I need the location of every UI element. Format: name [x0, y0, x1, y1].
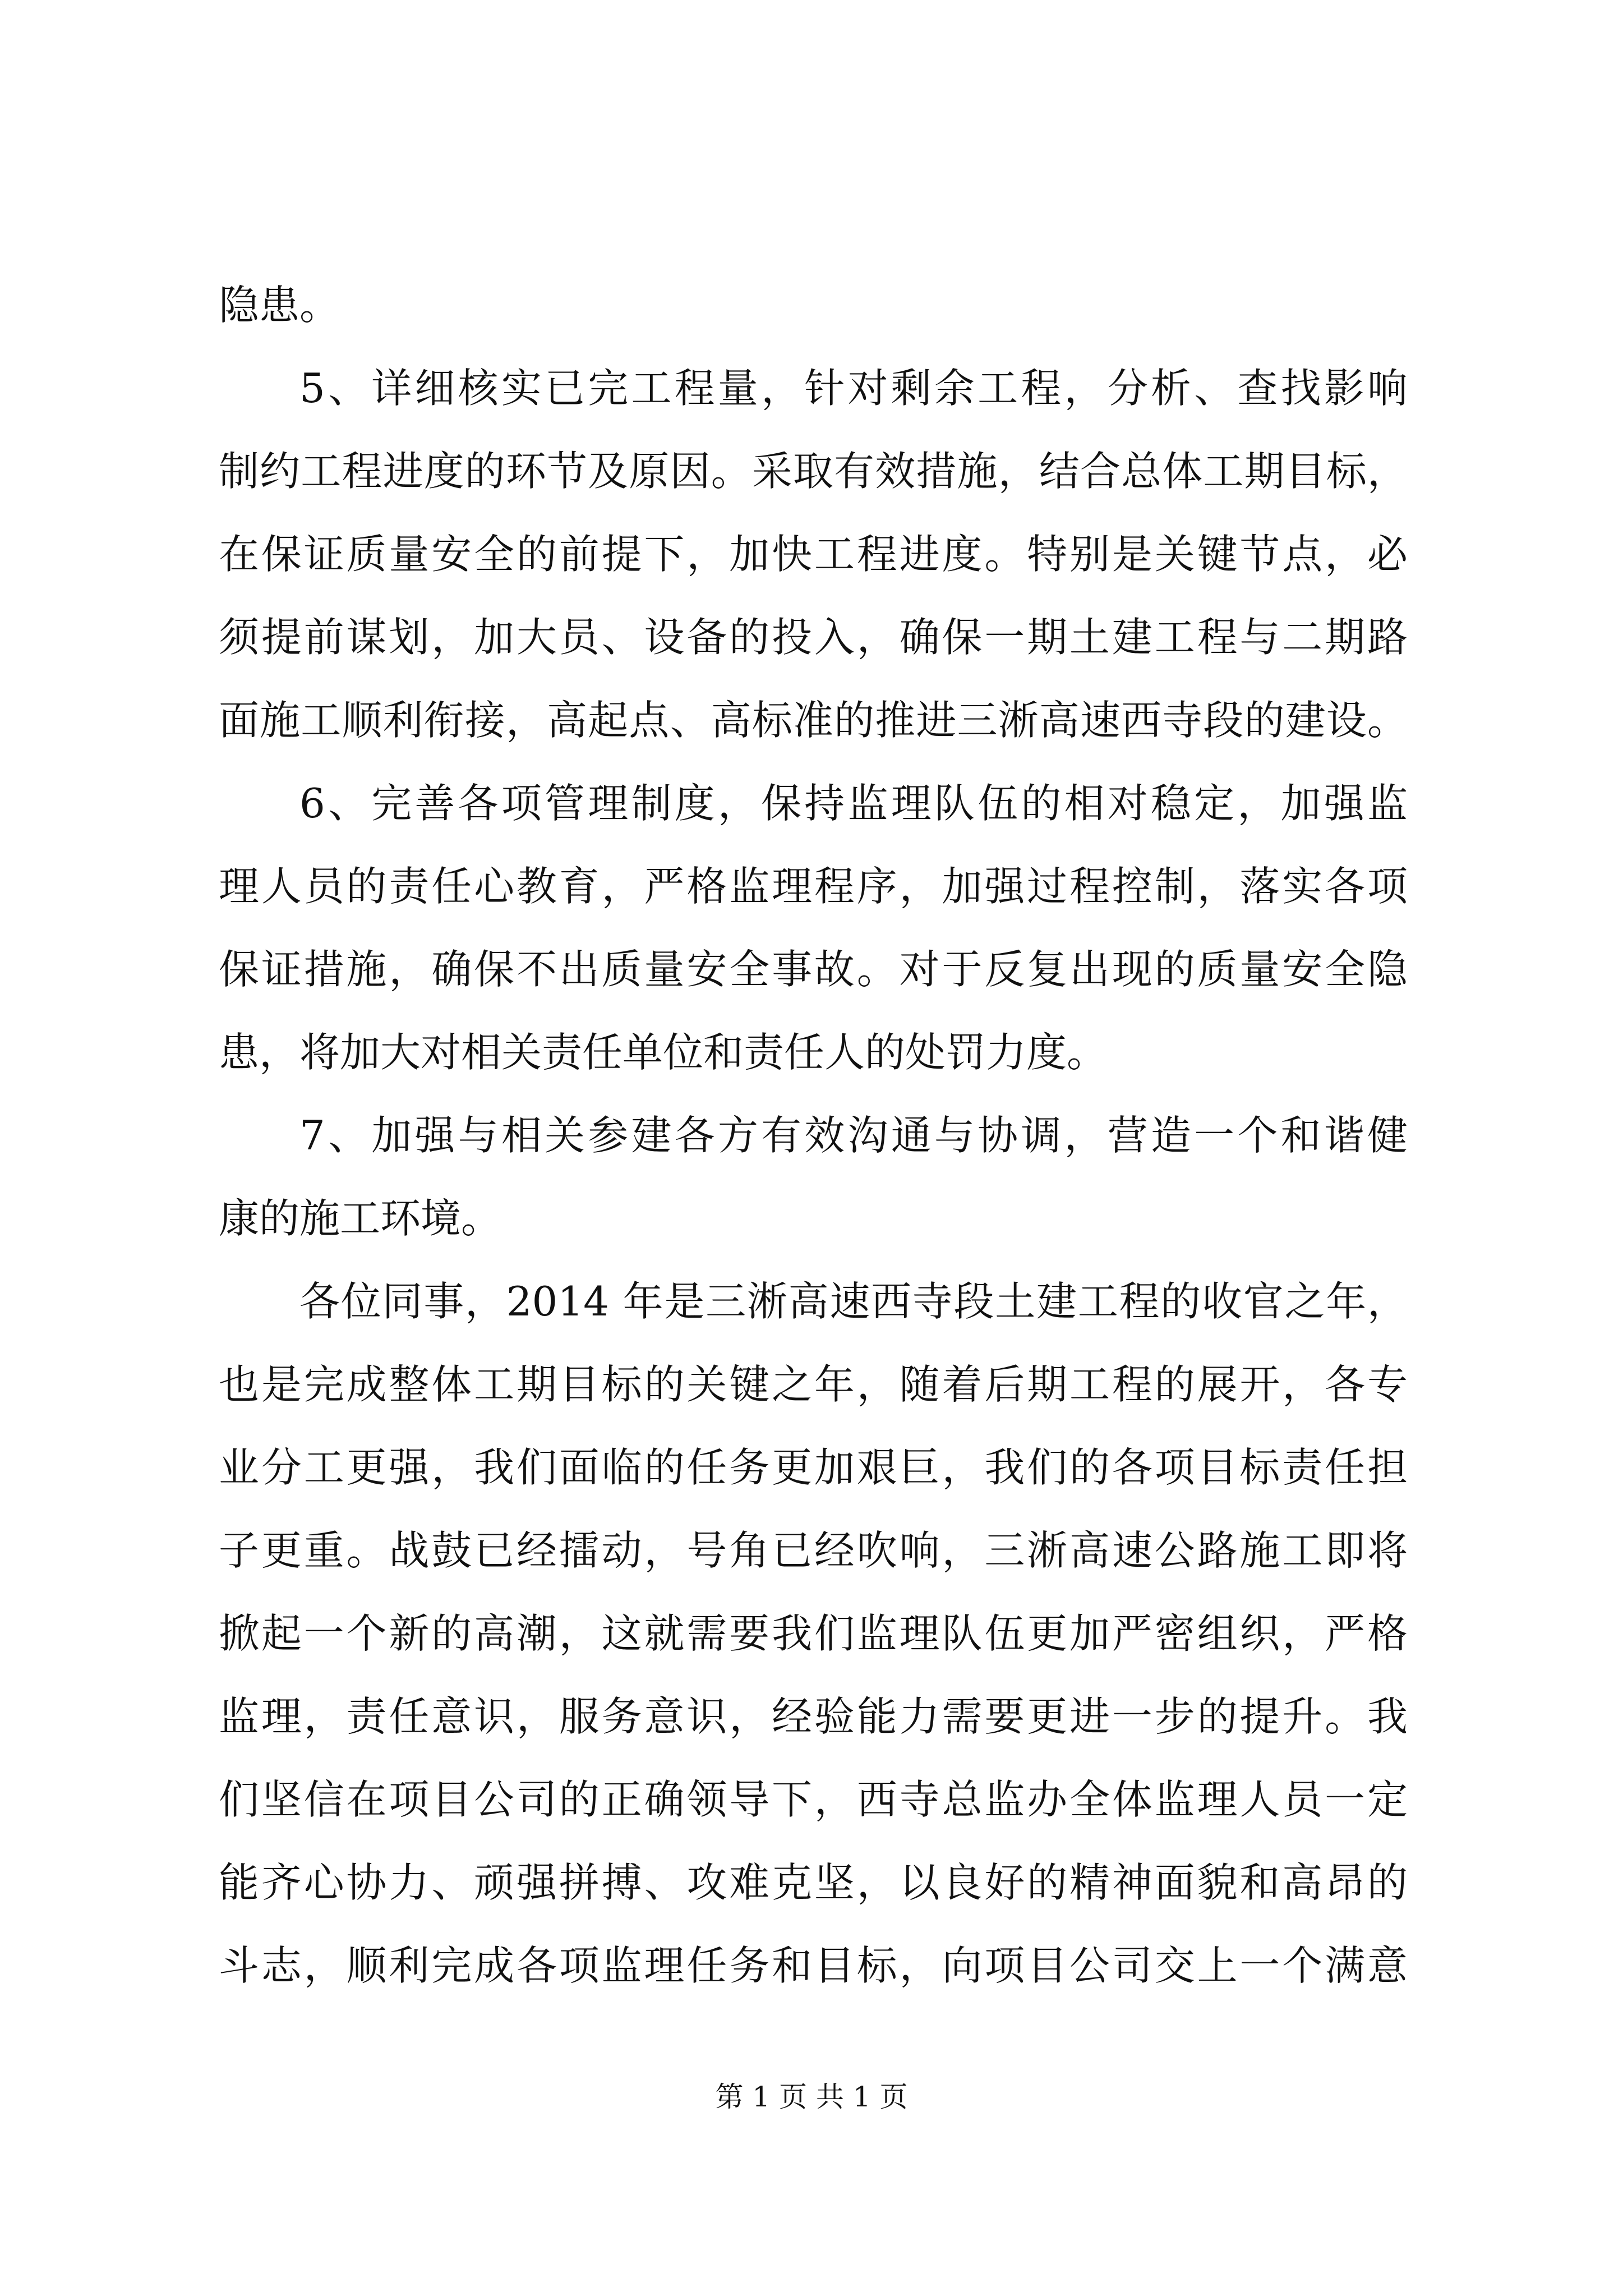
paragraph-7-line-2: 康的施工环境。: [219, 1195, 502, 1242]
paragraph-5-line-3: 在保证质量安全的前提下，加快工程进度。特别是关键节点，必: [219, 531, 1408, 578]
paragraph-6-line-3: 保证措施，确保不出质量安全事故。对于反复出现的质量安全隐: [219, 946, 1408, 993]
paragraph-5-line-2: 制约工程进度的环节及原因。采取有效措施，结合总体工期目标，: [219, 448, 1408, 495]
closing-paragraph-line-8: 能齐心协力、顽强拼搏、攻难克坚，以良好的精神面貌和高昂的: [219, 1859, 1408, 1906]
closing-paragraph-line-9: 斗志，顺利完成各项监理任务和目标，向项目公司交上一个满意: [219, 1942, 1408, 1989]
paragraph-7-line-1: 7、加强与相关参建各方有效沟通与协调，营造一个和谐健: [299, 1112, 1408, 1159]
closing-paragraph-line-7: 们坚信在项目公司的正确领导下，西寺总监办全体监理人员一定: [219, 1776, 1408, 1823]
paragraph-5-line-5: 面施工顺利衔接，高起点、高标准的推进三淅高速西寺段的建设。: [219, 697, 1408, 744]
paragraph-5-line-1: 5、详细核实已完工程量，针对剩余工程，分析、查找影响: [299, 365, 1408, 412]
closing-paragraph-line-1: 各位同事，2014 年是三淅高速西寺段土建工程的收官之年，: [299, 1278, 1408, 1325]
page-number-footer: 第 1 页 共 1 页: [715, 2081, 908, 2113]
paragraph-5-line-4: 须提前谋划，加大员、设备的投入，确保一期土建工程与二期路: [219, 614, 1408, 661]
document-body: [219, 264, 1408, 2007]
paragraph-6-line-1: 6、完善各项管理制度，保持监理队伍的相对稳定，加强监: [299, 780, 1408, 827]
paragraph-continuation-line: 隐患。: [219, 282, 340, 329]
closing-paragraph-line-2: 也是完成整体工期目标的关键之年，随着后期工程的展开，各专: [219, 1361, 1408, 1408]
closing-paragraph-line-6: 监理，责任意识，服务意识，经验能力需要更进一步的提升。我: [219, 1693, 1408, 1740]
closing-paragraph-line-5: 掀起一个新的高潮，这就需要我们监理队伍更加严密组织，严格: [219, 1610, 1408, 1657]
paragraph-6-line-4: 患，将加大对相关责任单位和责任人的处罚力度。: [219, 1029, 1108, 1076]
closing-paragraph-line-3: 业分工更强，我们面临的任务更加艰巨，我们的各项目标责任担: [219, 1444, 1408, 1491]
closing-paragraph-line-4: 子更重。战鼓已经擂动，号角已经吹响，三淅高速公路施工即将: [219, 1527, 1408, 1574]
paragraph-6-line-2: 理人员的责任心教育，严格监理程序，加强过程控制，落实各项: [219, 863, 1408, 910]
